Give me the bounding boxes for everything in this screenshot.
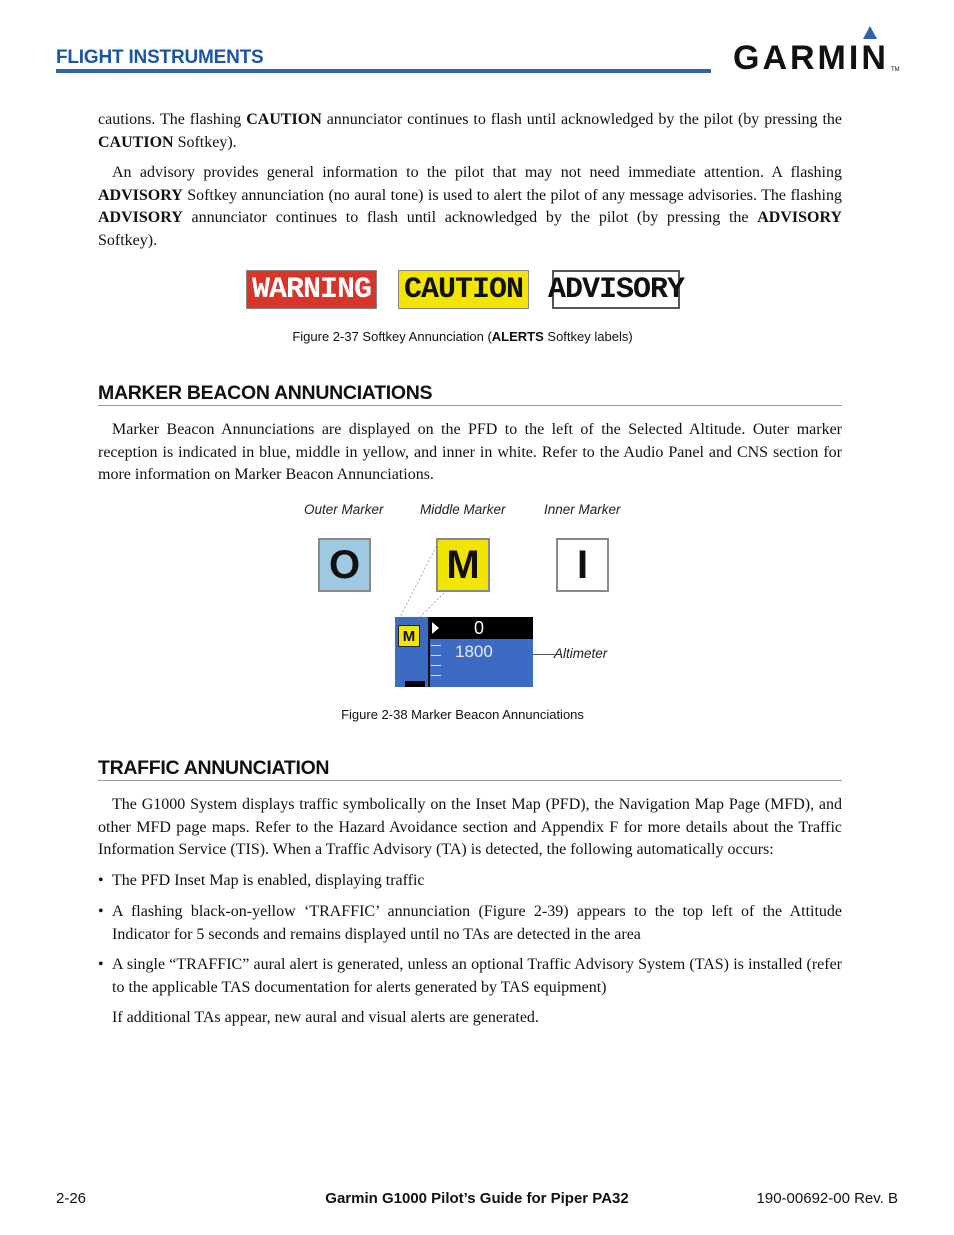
tick-mark [431, 675, 441, 676]
pfd-black-bar [405, 681, 425, 687]
traffic-paragraph: The G1000 System displays traffic symbolically on the Inset Map (PFD), the Navigation Map Page (MFD), and other MFD page maps. Refer to the Hazard Avoidance section and Appendix F for more details about the Traffic Information Service (TIS). When a Traffic Advisory (TA) is detected, the following automatically occurs: [98, 796, 842, 858]
marker-beacon-heading: MARKER BEACON ANNUNCIATIONS [98, 382, 433, 404]
section-title: FLIGHT INSTRUMENTS [56, 47, 264, 68]
bullet-dot: • [98, 903, 104, 920]
footer-title: Garmin G1000 Pilot’s Guide for Piper PA32 [325, 1190, 629, 1207]
traffic-closing: If additional TAs appear, new aural and visual alerts are generated. [112, 1009, 539, 1026]
bullet-item: • The PFD Inset Map is enabled, displaying traffic [98, 870, 842, 893]
advisory-softkey: ADVISORY [552, 270, 680, 309]
garmin-logo [733, 26, 898, 76]
selected-altitude-box [430, 617, 533, 639]
bullet-item: • A single “TRAFFIC” aural alert is generated, unless an optional Traffic Advisory System (TAS) is installed (refer to the applicable TAS documentation for alerts generated by TAS equipment) [98, 956, 842, 996]
paragraph-advisory: An advisory provides general information to the pilot that may not need immediate attention. A flashing ADVISORY Softkey annunciation (no aural tone) is used to alert the pilot of any message advisories. The flashing ADVISORY annunciator continues to flash until acknowledged by the pilot (by pressing the ADVISORY Softkey). [98, 164, 842, 249]
pfd-altimeter-crop [395, 617, 533, 687]
selected-altitude-value: 0 [474, 618, 485, 638]
tick-mark [431, 665, 441, 666]
header-rule [56, 69, 711, 73]
selected-altitude-bug-icon [432, 622, 439, 634]
logo-trademark: TM [891, 67, 900, 73]
caution-softkey: CAUTION [398, 270, 529, 309]
middle-marker-box: M [436, 538, 490, 592]
tick-mark [431, 655, 441, 656]
warning-softkey: WARNING [246, 270, 377, 309]
page-number: 2-26 [56, 1190, 87, 1207]
logo-text: GARMIN [733, 39, 889, 77]
logo-triangle-icon [863, 26, 877, 39]
inner-marker-label: Inner Marker [544, 502, 621, 517]
traffic-heading: TRAFFIC ANNUNCIATION [98, 757, 330, 779]
callout-lines [390, 535, 450, 625]
altimeter-leader-line [533, 654, 555, 655]
bullet-dot: • [98, 872, 104, 889]
bullet-dot: • [98, 956, 104, 973]
marker-beacon-paragraph: Marker Beacon Annunciations are displayed on the PFD to the left of the Selected Altitude. Outer marker reception is indicated in blue, middle in yellow, and inner in white. Refer to the Audio Panel and CNS section for more information on Marker Beacon Annunciations. [98, 421, 842, 483]
marker-heading-rule [98, 405, 842, 406]
outer-marker-box: O [318, 538, 371, 592]
figure-2-37-caption: Figure 2-37 Softkey Annunciation (ALERTS Softkey labels) [292, 329, 633, 344]
outer-marker-label: Outer Marker [304, 502, 384, 517]
altitude-tape-value: 1800 [455, 642, 493, 661]
middle-marker-label: Middle Marker [420, 502, 506, 517]
document-number: 190-00692-00 Rev. B [756, 1190, 898, 1207]
figure-2-38-caption: Figure 2-38 Marker Beacon Annunciations [341, 707, 584, 722]
inner-marker-box: I [556, 538, 609, 592]
pfd-marker-annunciation: M [398, 625, 420, 647]
intro-text [98, 109, 842, 252]
bullet-item: • A flashing black-on-yellow ‘TRAFFIC’ annunciation (Figure 2-39) appears to the top left of the Attitude Indicator for 5 seconds and remains displayed until no TAs are detected in the area [98, 903, 842, 943]
traffic-heading-rule [98, 780, 842, 781]
paragraph-caution: cautions. The flashing CAUTION annunciator continues to flash until acknowledged by the pilot (by pressing the CAUTION Softkey). [98, 111, 843, 151]
altimeter-label: Altimeter [554, 646, 608, 661]
tick-mark [431, 645, 441, 646]
